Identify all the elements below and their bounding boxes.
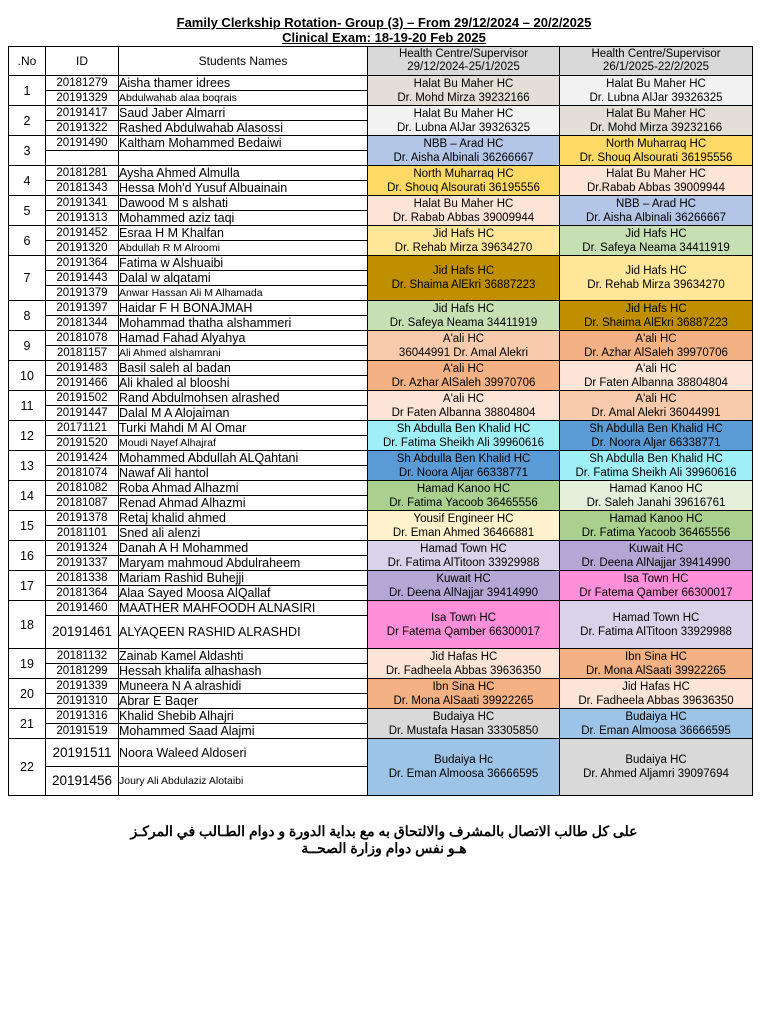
supervisor-contact: Dr. Shouq Alsourati 36195556 bbox=[579, 151, 733, 164]
health-centre-name: North Muharraq HC bbox=[413, 167, 514, 180]
supervisor-contact: Dr. Noora Aljar 66338771 bbox=[398, 466, 529, 479]
health-centre-name: Halat Bu Maher HC bbox=[413, 197, 514, 210]
rotation2-assignment bbox=[560, 571, 753, 601]
student-id: 20171121 bbox=[46, 421, 119, 436]
student-id: 20191320 bbox=[46, 241, 119, 256]
supervisor-contact: Dr. Deena AlNajjar 39414990 bbox=[389, 586, 538, 599]
table-row bbox=[9, 481, 753, 496]
supervisor-contact: Dr. Shaima AlEkri 36887223 bbox=[391, 279, 536, 291]
student-id: 20181281 bbox=[46, 166, 119, 181]
table-row bbox=[9, 511, 753, 526]
supervisor-contact: Dr. Fatima AlTitoon 33929988 bbox=[387, 556, 540, 569]
header-hc2 bbox=[560, 47, 753, 76]
student-name: Dalal M A Alojaiman bbox=[119, 406, 368, 421]
rotation1-assignment bbox=[368, 421, 560, 451]
group-number: 2 bbox=[9, 106, 46, 136]
rotation2-assignment bbox=[560, 421, 753, 451]
health-centre-name: Kuwait HC bbox=[628, 542, 684, 555]
rotation1-assignment bbox=[368, 196, 560, 226]
student-id: 20191417 bbox=[46, 106, 119, 121]
rotation2-assignment bbox=[560, 301, 753, 331]
supervisor-contact: Dr. Fadheela Abbas 39636350 bbox=[578, 694, 734, 707]
health-centre-name: Halat Bu Maher HC bbox=[606, 167, 706, 180]
student-name: Nawaf Ali hantol bbox=[119, 466, 368, 481]
student-name: Joury Ali Abdulaziz Alotaibi bbox=[119, 767, 368, 796]
student-name: Abdullah R M Alroomi bbox=[119, 241, 368, 256]
student-name: Mohammad thatha alshammeri bbox=[119, 316, 368, 331]
student-id: 20181074 bbox=[46, 466, 119, 481]
student-id: 20191452 bbox=[46, 226, 119, 241]
health-centre-name: Sh Abdulla Ben Khalid HC bbox=[396, 422, 531, 435]
rotation2-assignment bbox=[560, 226, 753, 256]
table-row bbox=[9, 709, 753, 724]
group-number: 11 bbox=[9, 391, 46, 421]
rotation2-assignment bbox=[560, 511, 753, 541]
rotation1-assignment bbox=[368, 511, 560, 541]
group-number: 5 bbox=[9, 196, 46, 226]
rotation2-assignment bbox=[560, 391, 753, 421]
rotation1-assignment bbox=[368, 136, 560, 166]
student-name: Dawood M s alshati bbox=[119, 196, 368, 211]
rotation1-assignment bbox=[368, 361, 560, 391]
supervisor-contact: Dr. Eman Almoosa 36666595 bbox=[581, 724, 731, 737]
student-name: Basil saleh al badan bbox=[119, 361, 368, 376]
supervisor-contact: Dr. Noora Aljar 66338771 bbox=[591, 436, 721, 449]
student-name: Sned ali alenzi bbox=[119, 526, 368, 541]
table-row bbox=[9, 421, 753, 436]
health-centre-name: A'ali HC bbox=[635, 362, 677, 375]
exam-dates: Clinical Exam: 18-19-20 Feb 2025 bbox=[282, 30, 486, 45]
rotation1-assignment bbox=[368, 166, 560, 196]
student-name: Esraa H M Khalfan bbox=[119, 226, 368, 241]
supervisor-contact: Dr. Azhar AlSaleh 39970706 bbox=[391, 376, 536, 389]
rotation2-assignment bbox=[560, 541, 753, 571]
health-centre-name: Jid Hafas HC bbox=[622, 680, 690, 693]
health-centre-name: Budaiya HC bbox=[625, 710, 687, 723]
health-centre-name: Isa Town HC bbox=[431, 611, 496, 624]
student-name: Aysha Ahmed Almulla bbox=[119, 166, 368, 181]
table-row bbox=[9, 331, 753, 346]
student-name: Haidar F H BONAJMAH bbox=[119, 301, 368, 316]
header-hc1-title: Health Centre/Supervisor bbox=[398, 48, 529, 60]
student-id: 20191447 bbox=[46, 406, 119, 421]
student-name: Mohammed Abdullah ALQahtani bbox=[119, 451, 368, 466]
health-centre-name: Kuwait HC bbox=[436, 572, 491, 585]
student-id: 20181338 bbox=[46, 571, 119, 586]
supervisor-contact: Dr. Mohd Mirza 39232166 bbox=[397, 91, 530, 104]
student-name: Maryam mahmoud Abdulraheem bbox=[119, 556, 368, 571]
student-id: 20181279 bbox=[46, 76, 119, 91]
health-centre-name: Halat Bu Maher HC bbox=[606, 107, 706, 120]
health-centre-name: Sh Abdulla Ben Khalid HC bbox=[589, 422, 723, 435]
group-number: 17 bbox=[9, 571, 46, 601]
supervisor-contact: Dr. Fatima Yacoob 36465556 bbox=[389, 496, 538, 509]
group-number: 21 bbox=[9, 709, 46, 739]
rotation2-assignment bbox=[560, 361, 753, 391]
student-name: Ali khaled al blooshi bbox=[119, 376, 368, 391]
student-id: 20191520 bbox=[46, 436, 119, 451]
student-name: Mohammed aziz taqi bbox=[119, 211, 368, 226]
document-title: Family Clerkship Rotation- Group (3) – From 29/12/2024 – 20/2/2025 bbox=[176, 15, 592, 30]
supervisor-contact: Dr. Shaima AlEkri 36887223 bbox=[584, 316, 728, 329]
student-id: 20181343 bbox=[46, 181, 119, 196]
student-id: 20191424 bbox=[46, 451, 119, 466]
supervisor-contact: Dr. Rehab Mirza 39634270 bbox=[587, 279, 725, 291]
table-body bbox=[9, 76, 753, 796]
supervisor-contact: Dr. Mona AlSaati 39922265 bbox=[585, 664, 727, 677]
student-name: Abrar E Baqer bbox=[119, 694, 368, 709]
rotation2-assignment bbox=[560, 481, 753, 511]
supervisor-contact: Dr. Rehab Mirza 39634270 bbox=[394, 241, 533, 254]
supervisor-contact: Dr. Safeya Neama 34411919 bbox=[389, 316, 538, 329]
rotation1-assignment bbox=[368, 301, 560, 331]
health-centre-name: Ibn Sina HC bbox=[624, 650, 687, 663]
supervisor-contact: Dr Faten Albanna 38804804 bbox=[391, 406, 536, 419]
supervisor-contact: Dr. Mona AlSaati 39922265 bbox=[393, 694, 534, 707]
health-centre-name: Jid Hafs HC bbox=[432, 302, 495, 315]
supervisor-contact: 36044991 Dr. Amal Alekri bbox=[398, 346, 529, 359]
health-centre-name: Jid Hafs HC bbox=[432, 227, 495, 240]
health-centre-name: Budaiya HC bbox=[625, 754, 687, 766]
student-id: 20191443 bbox=[46, 271, 119, 286]
student-name: Alaa Sayed Moosa AlQallaf bbox=[119, 586, 368, 601]
student-id: 20191339 bbox=[46, 679, 119, 694]
student-id: 20191310 bbox=[46, 694, 119, 709]
supervisor-contact: Dr. Eman Almoosa 36666595 bbox=[388, 768, 539, 780]
student-name: Dalal w alqatami bbox=[119, 271, 368, 286]
group-number: 14 bbox=[9, 481, 46, 511]
student-name: Moudi Nayef Alhajraf bbox=[119, 436, 368, 451]
supervisor-contact: Dr. Fatima AlTitoon 33929988 bbox=[580, 625, 732, 638]
student-id: 20181087 bbox=[46, 496, 119, 511]
health-centre-name: Yousif Engineer HC bbox=[413, 512, 514, 525]
rotation1-assignment bbox=[368, 226, 560, 256]
student-name: Anwar Hassan Ali M Alhamada bbox=[119, 286, 368, 301]
student-id: 20191466 bbox=[46, 376, 119, 391]
header-names: Students Names bbox=[119, 47, 368, 76]
supervisor-contact: Dr. Fatima Yacoob 36465556 bbox=[581, 526, 731, 539]
health-centre-name: North Muharraq HC bbox=[605, 137, 707, 150]
rotation2-assignment bbox=[560, 256, 753, 301]
student-name: Mohammed Saad Alajmi bbox=[119, 724, 368, 739]
health-centre-name: Halat Bu Maher HC bbox=[413, 107, 514, 120]
health-centre-name: Hamad Kanoo HC bbox=[609, 512, 703, 525]
group-number: 7 bbox=[9, 256, 46, 301]
health-centre-name: Jid Hafs HC bbox=[625, 302, 687, 315]
rotation2-assignment bbox=[560, 739, 753, 796]
header-hc2-dates: 26/1/2025-22/2/2025 bbox=[602, 61, 710, 73]
footer-note-line2: هـو نفس دوام وزارة الصحــة bbox=[301, 840, 467, 856]
supervisor-contact: Dr. Deena AlNajjar 39414990 bbox=[581, 556, 731, 569]
supervisor-contact: Dr. Mohd Mirza 39232166 bbox=[589, 121, 723, 134]
header-no: .No bbox=[9, 47, 46, 76]
student-name: Noora Waleed Aldoseri bbox=[119, 739, 368, 767]
health-centre-name: Hamad Town HC bbox=[420, 542, 507, 555]
student-name: Fatima w Alshuaibi bbox=[119, 256, 368, 271]
health-centre-name: A'ali HC bbox=[442, 392, 485, 405]
student-id: 20191397 bbox=[46, 301, 119, 316]
header-hc2-title: Health Centre/Supervisor bbox=[591, 48, 721, 60]
group-number: 18 bbox=[9, 601, 46, 649]
student-id: 20191502 bbox=[46, 391, 119, 406]
student-id: 20181101 bbox=[46, 526, 119, 541]
health-centre-name: Hamad Town HC bbox=[612, 611, 700, 624]
health-centre-name: Budaiya Hc bbox=[434, 754, 493, 766]
student-id: 20191313 bbox=[46, 211, 119, 226]
student-name: Rashed Abdulwahab Alasossi bbox=[119, 121, 368, 136]
health-centre-name: A'ali HC bbox=[442, 332, 485, 345]
table-row bbox=[9, 571, 753, 586]
rotation2-assignment bbox=[560, 451, 753, 481]
student-id: 20181078 bbox=[46, 331, 119, 346]
health-centre-name: Jid Hafas HC bbox=[429, 650, 498, 663]
student-name: Ali Ahmed alshamrani bbox=[119, 346, 368, 361]
student-name: Hessah khalifa alhashash bbox=[119, 664, 368, 679]
rotation2-assignment bbox=[560, 679, 753, 709]
student-name: Aisha thamer idrees bbox=[119, 76, 368, 91]
student-id: 20181157 bbox=[46, 346, 119, 361]
group-number: 10 bbox=[9, 361, 46, 391]
table-row bbox=[9, 451, 753, 466]
table-row bbox=[9, 361, 753, 376]
rotation1-assignment bbox=[368, 649, 560, 679]
group-number: 4 bbox=[9, 166, 46, 196]
table-row bbox=[9, 196, 753, 211]
supervisor-contact: Dr. Eman Ahmed 36466881 bbox=[392, 526, 535, 539]
table-row bbox=[9, 166, 753, 181]
group-number: 8 bbox=[9, 301, 46, 331]
health-centre-name: Hamad Kanoo HC bbox=[609, 482, 703, 495]
student-id: 20191341 bbox=[46, 196, 119, 211]
student-id: 20191324 bbox=[46, 541, 119, 556]
student-name: Roba Ahmad Alhazmi bbox=[119, 481, 368, 496]
group-number: 15 bbox=[9, 511, 46, 541]
header-hc1-dates: 29/12/2024-25/1/2025 bbox=[407, 61, 520, 73]
supervisor-contact: Dr. Lubna AlJar 39326325 bbox=[589, 91, 723, 104]
student-id: 20191378 bbox=[46, 511, 119, 526]
table-row bbox=[9, 541, 753, 556]
health-centre-name: Sh Abdulla Ben Khalid HC bbox=[396, 452, 531, 465]
rotation1-assignment bbox=[368, 451, 560, 481]
table-row bbox=[9, 601, 753, 616]
supervisor-contact: Dr. Ahmed Aljamri 39097694 bbox=[583, 768, 729, 780]
group-number: 22 bbox=[9, 739, 46, 796]
supervisor-contact: Dr. Amal Alekri 36044991 bbox=[591, 406, 721, 419]
table-row bbox=[9, 76, 753, 91]
student-name: Mariam Rashid Buhejji bbox=[119, 571, 368, 586]
student-name: Turki Mahdi M Al Omar bbox=[119, 421, 368, 436]
student-id: 20181299 bbox=[46, 664, 119, 679]
group-number: 19 bbox=[9, 649, 46, 679]
rotation1-assignment bbox=[368, 481, 560, 511]
health-centre-name: Halat Bu Maher HC bbox=[606, 77, 706, 90]
student-id: 20191460 bbox=[46, 601, 119, 616]
rotation1-assignment bbox=[368, 391, 560, 421]
health-centre-name: Budaiya HC bbox=[432, 710, 495, 723]
rotation2-assignment bbox=[560, 196, 753, 226]
table-row bbox=[9, 679, 753, 694]
rotation2-assignment bbox=[560, 106, 753, 136]
table-header-row bbox=[9, 47, 753, 76]
student-name: Muneera N A alrashidi bbox=[119, 679, 368, 694]
table-row bbox=[9, 391, 753, 406]
supervisor-contact: Dr. Fatima Sheikh Ali 39960616 bbox=[575, 466, 737, 479]
supervisor-contact: Dr. Lubna AlJar 39326325 bbox=[397, 121, 530, 134]
student-id: 20191483 bbox=[46, 361, 119, 376]
rotation-table bbox=[8, 46, 753, 796]
health-centre-name: A'ali HC bbox=[442, 362, 485, 375]
health-centre-name: Jid Hafs HC bbox=[625, 265, 687, 277]
group-number: 13 bbox=[9, 451, 46, 481]
table-row bbox=[9, 649, 753, 664]
rotation2-assignment bbox=[560, 76, 753, 106]
supervisor-contact: Dr Fatema Qamber 66300017 bbox=[579, 586, 733, 599]
supervisor-contact: Dr. Azhar AlSaleh 39970706 bbox=[584, 346, 728, 359]
rotation1-assignment bbox=[368, 76, 560, 106]
rotation1-assignment bbox=[368, 601, 560, 649]
student-name: Abdulwahab alaa boqrais bbox=[119, 91, 368, 106]
group-number: 12 bbox=[9, 421, 46, 451]
student-name: ALYAQEEN RASHID ALRASHDI bbox=[119, 616, 368, 649]
student-id: 20191490 bbox=[46, 136, 119, 151]
student-id: 20191456 bbox=[46, 767, 119, 796]
student-id: 20191379 bbox=[46, 286, 119, 301]
header-id: ID bbox=[46, 47, 119, 76]
health-centre-name: Jid Hafs HC bbox=[625, 227, 687, 240]
supervisor-contact: Dr Faten Albanna 38804804 bbox=[584, 376, 728, 389]
student-name: Renad Ahmad Alhazmi bbox=[119, 496, 368, 511]
student-name: Rand Abdulmohsen alrashed bbox=[119, 391, 368, 406]
group-number: 1 bbox=[9, 76, 46, 106]
supervisor-contact: Dr. Saleh Janahi 39616761 bbox=[586, 496, 726, 509]
health-centre-name: Halat Bu Maher HC bbox=[413, 77, 514, 90]
rotation2-assignment bbox=[560, 709, 753, 739]
health-centre-name: NBB – Arad HC bbox=[423, 137, 504, 150]
rotation2-assignment bbox=[560, 166, 753, 196]
rotation2-assignment bbox=[560, 331, 753, 361]
student-id bbox=[46, 151, 119, 166]
student-id: 20191337 bbox=[46, 556, 119, 571]
student-id: 20181082 bbox=[46, 481, 119, 496]
rotation1-assignment bbox=[368, 709, 560, 739]
student-id: 20181132 bbox=[46, 649, 119, 664]
student-name: MAATHER MAHFOODH ALNASIRI bbox=[119, 601, 368, 616]
health-centre-name: A'ali HC bbox=[635, 332, 677, 345]
supervisor-contact: Dr. Fatima Sheikh Ali 39960616 bbox=[382, 436, 545, 449]
rotation1-assignment bbox=[368, 679, 560, 709]
student-id: 20191364 bbox=[46, 256, 119, 271]
supervisor-contact: Dr. Aisha Albinali 36266667 bbox=[393, 151, 534, 164]
rotation2-assignment bbox=[560, 601, 753, 649]
table-row bbox=[9, 256, 753, 271]
rotation1-assignment bbox=[368, 739, 560, 796]
group-number: 6 bbox=[9, 226, 46, 256]
student-name: Hessa Moh'd Yusuf Albuainain bbox=[119, 181, 368, 196]
student-id: 20191322 bbox=[46, 121, 119, 136]
student-name: Hamad Fahad Alyahya bbox=[119, 331, 368, 346]
supervisor-contact: Dr.Rabab Abbas 39009944 bbox=[586, 181, 726, 194]
rotation1-assignment bbox=[368, 571, 560, 601]
table-row bbox=[9, 226, 753, 241]
student-name: Khalid Shebib Alhajri bbox=[119, 709, 368, 724]
health-centre-name: Hamad Kanoo HC bbox=[416, 482, 511, 495]
health-centre-name: Isa Town HC bbox=[623, 572, 689, 585]
health-centre-name: Sh Abdulla Ben Khalid HC bbox=[589, 452, 723, 465]
supervisor-contact: Dr. Shouq Alsourati 36195556 bbox=[387, 181, 540, 194]
supervisor-contact: Dr. Aisha Albinali 36266667 bbox=[585, 211, 727, 224]
student-name: Danah A H Mohammed bbox=[119, 541, 368, 556]
table-row bbox=[9, 301, 753, 316]
student-id: 20181364 bbox=[46, 586, 119, 601]
student-id: 20191511 bbox=[46, 739, 119, 767]
supervisor-contact: Dr. Mustafa Hasan 33305850 bbox=[388, 724, 539, 737]
health-centre-name: Ibn Sina HC bbox=[432, 680, 495, 693]
group-number: 3 bbox=[9, 136, 46, 166]
student-id: 20191329 bbox=[46, 91, 119, 106]
group-number: 16 bbox=[9, 541, 46, 571]
student-name: Retaj khalid ahmed bbox=[119, 511, 368, 526]
rotation2-assignment bbox=[560, 136, 753, 166]
student-id: 20191519 bbox=[46, 724, 119, 739]
table-row bbox=[9, 106, 753, 121]
supervisor-contact: Dr. Rabab Abbas 39009944 bbox=[392, 211, 535, 224]
table-row bbox=[9, 739, 753, 767]
group-number: 20 bbox=[9, 679, 46, 709]
supervisor-contact: Dr Fatema Qamber 66300017 bbox=[386, 625, 541, 638]
health-centre-name: A'ali HC bbox=[635, 392, 677, 405]
student-id: 20191316 bbox=[46, 709, 119, 724]
health-centre-name: Jid Hafs HC bbox=[432, 265, 495, 277]
rotation1-assignment bbox=[368, 331, 560, 361]
supervisor-contact: Dr. Fadheela Abbas 39636350 bbox=[385, 664, 542, 677]
rotation1-assignment bbox=[368, 541, 560, 571]
student-name: Kaltham Mohammed Bedaiwi bbox=[119, 136, 368, 151]
group-number: 9 bbox=[9, 331, 46, 361]
rotation1-assignment bbox=[368, 106, 560, 136]
rotation1-assignment bbox=[368, 256, 560, 301]
student-name: Zainab Kamel Aldashti bbox=[119, 649, 368, 664]
student-id: 20181344 bbox=[46, 316, 119, 331]
student-name: Saud Jaber Almarri bbox=[119, 106, 368, 121]
student-name bbox=[119, 151, 368, 166]
health-centre-name: NBB – Arad HC bbox=[616, 197, 696, 210]
supervisor-contact: Dr. Safeya Neama 34411919 bbox=[582, 241, 730, 254]
rotation2-assignment bbox=[560, 649, 753, 679]
header-hc1 bbox=[368, 47, 560, 76]
student-id: 20191461 bbox=[46, 616, 119, 649]
footer-note-line1: على كل طالب الاتصال بالمشرف والالتحاق به مع بداية الدورة و دوام الطـالب في المركـز bbox=[130, 823, 638, 839]
table-row bbox=[9, 136, 753, 151]
